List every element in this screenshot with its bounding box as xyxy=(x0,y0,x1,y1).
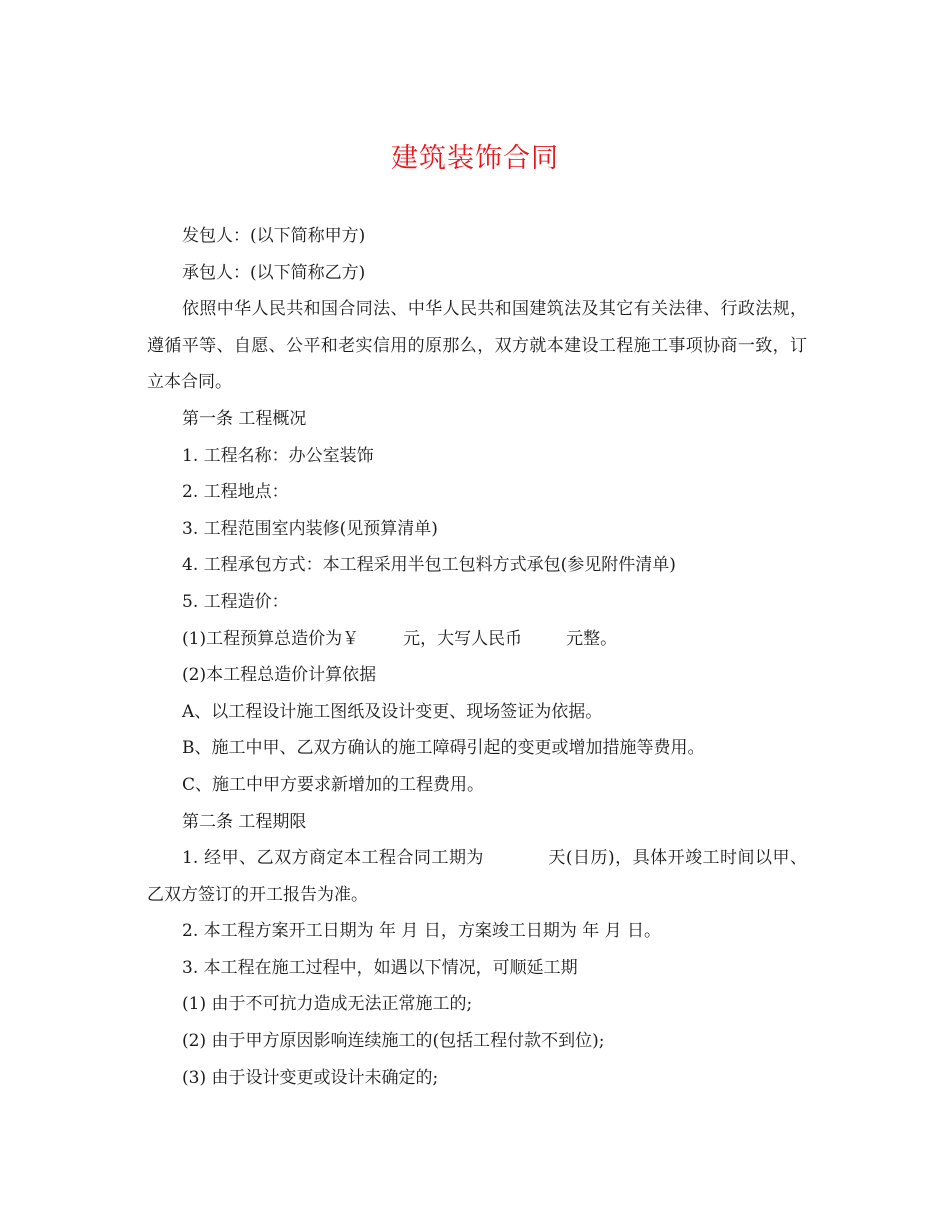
total-price-end: 元整。 xyxy=(566,628,618,649)
basis-c-line: C、施工中甲方要求新增加的工程费用。 xyxy=(182,774,485,795)
contract-period-rest: 天(日历)，具体开竣工时间以甲、乙双方签订的开工报告为准。 xyxy=(147,848,807,905)
total-price-line xyxy=(147,621,807,658)
schedule-dates-item: 2. 本工程方案开工日期为 年 月 日，方案竣工日期为 年 月 日。 xyxy=(182,921,662,942)
contractor-line: 承包人：(以下简称乙方) xyxy=(182,262,366,283)
article-2-heading: 第二条 工程期限 xyxy=(182,811,307,832)
document-title: 建筑装饰合同 xyxy=(391,143,559,174)
contract-period-label: 1. 经甲、乙双方商定本工程合同工期为 xyxy=(182,848,484,869)
project-scope-item: 3. 工程范围室内装修(见预算清单) xyxy=(182,518,438,539)
extension-condition-2: (2) 由于甲方原因影响连续施工的(包括工程付款不到位); xyxy=(182,1031,605,1052)
contract-period-item xyxy=(147,840,807,913)
basis-b-line: B、施工中甲、乙双方确认的施工障碍引起的变更或增加措施等费用。 xyxy=(182,738,705,759)
extension-conditions-item: 3. 本工程在施工过程中，如遇以下情况，可顺延工期 xyxy=(182,957,578,978)
article-1-heading: 第一条 工程概况 xyxy=(182,408,307,429)
contract-method-item: 4. 工程承包方式：本工程采用半包工包料方式承包(参见附件清单) xyxy=(182,555,676,576)
price-basis-line: (2)本工程总造价计算依据 xyxy=(182,665,377,686)
total-price-middle: 元，大写人民币 xyxy=(403,628,523,649)
extension-condition-1: (1) 由于不可抗力造成无法正常施工的; xyxy=(182,994,473,1015)
contract-body xyxy=(147,218,807,1096)
total-price-label: (1)工程预算总造价为￥ xyxy=(182,628,360,649)
extension-condition-3: (3) 由于设计变更或设计未确定的; xyxy=(182,1067,439,1088)
project-location-item: 2. 工程地点： xyxy=(182,482,289,503)
project-name-item: 1. 工程名称：办公室装饰 xyxy=(182,445,374,466)
basis-a-line: A、以工程设计施工图纸及设计变更、现场签证为依据。 xyxy=(182,701,603,722)
employer-line: 发包人：(以下简称甲方) xyxy=(182,226,366,246)
project-cost-item: 5. 工程造价： xyxy=(182,591,289,612)
preamble-paragraph: 依照中华人民共和国合同法、中华人民共和国建筑法及其它有关法律、行政法规，遵循平等、自愿、公平和老实信用的原那么，双方就本建设工程施工事项协商一致，订立本合同。 xyxy=(147,299,807,393)
